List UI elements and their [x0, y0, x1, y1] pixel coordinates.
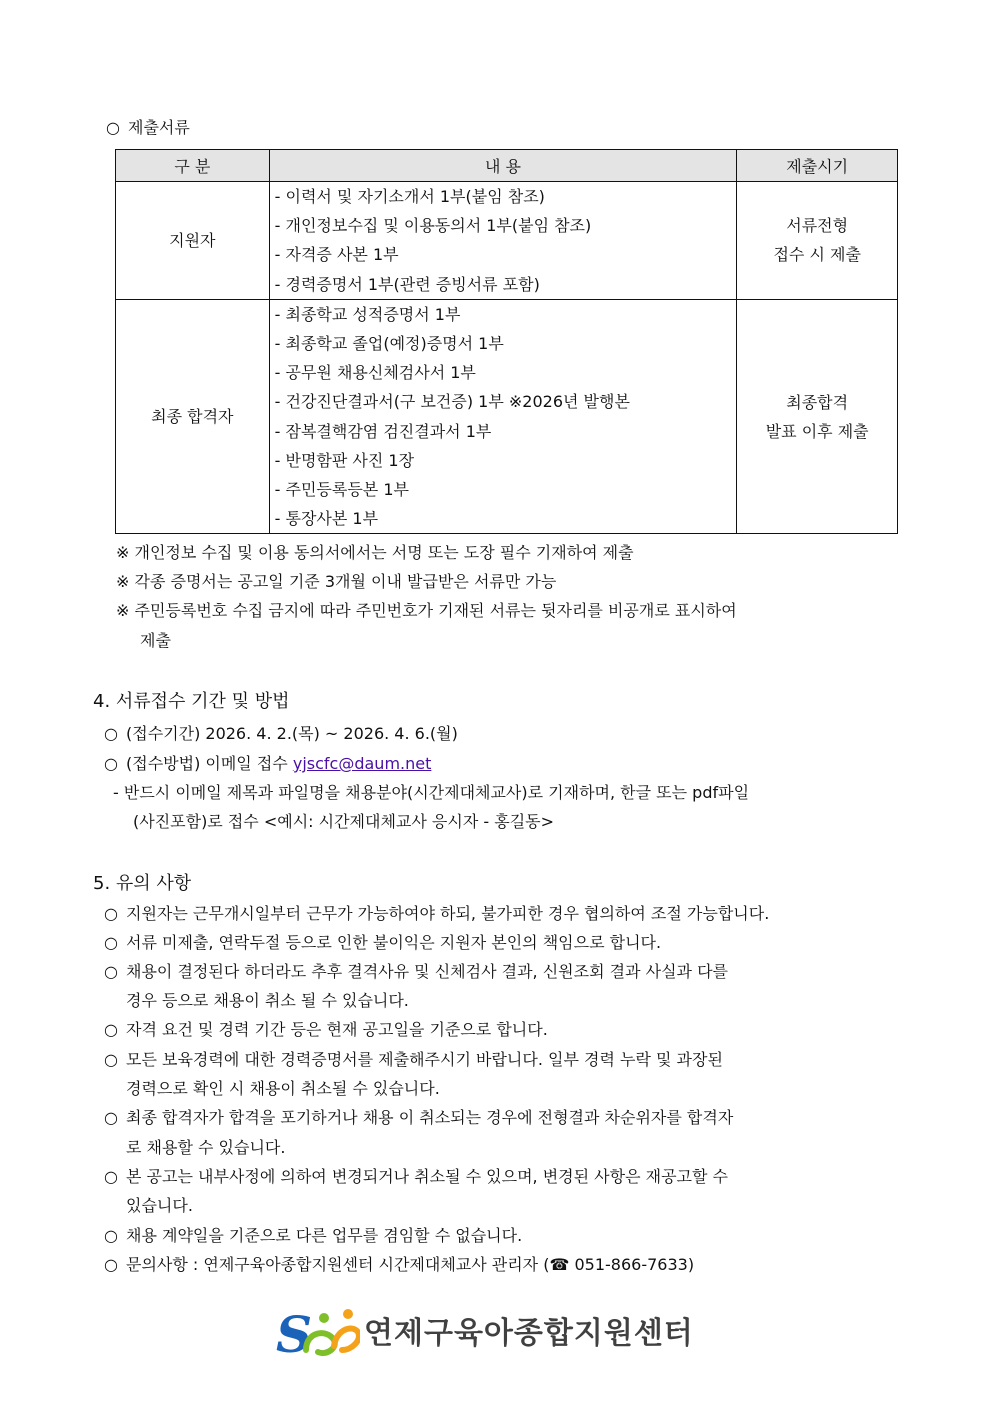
row-items — [269, 182, 737, 300]
documents-table — [115, 149, 898, 534]
circle-bullet-icon: ○ — [104, 1226, 118, 1245]
note-line: 제출 — [140, 631, 171, 650]
circle-bullet-icon: ○ — [104, 1167, 118, 1186]
table-row — [116, 182, 898, 300]
circle-bullet-icon: ○ — [104, 933, 118, 952]
list-item: - 자격증 사본 1부 — [274, 245, 399, 265]
list-item: - 최종학교 성적증명서 1부 — [274, 304, 461, 324]
section5-title: 5. 유의 사항 — [93, 873, 192, 894]
notice-line: 로 채용할 수 있습니다. — [126, 1138, 286, 1157]
notice-line: ○ 문의사항 : 연제구육아종합지원센터 시간제대체교사 관리자 (☎ 051-866-7633) — [104, 1255, 695, 1274]
header-category: 구 분 — [116, 150, 270, 182]
circle-bullet-icon: ○ — [104, 1108, 118, 1127]
list-item: - 공무원 채용신체검사서 1부 — [274, 363, 476, 383]
circle-bullet-icon: ○ — [104, 724, 118, 743]
circle-bullet-icon: ○ — [104, 1050, 118, 1069]
notice-line: ○ 채용이 결정된다 하더라도 추후 결격사유 및 신체검사 결과, 신원조회 결과 사실과 다를 — [104, 962, 728, 981]
circle-bullet-icon: ○ — [104, 1255, 118, 1274]
note-line: ※ 각종 증명서는 공고일 기준 3개월 이내 발급받은 서류만 가능 — [116, 572, 557, 591]
org-logo-icon — [276, 1306, 360, 1362]
notice-line: ○ 모든 보육경력에 대한 경력증명서를 제출해주시기 바랍니다. 일부 경력 누락 및 과장된 — [104, 1050, 723, 1069]
notice-line: ○ 지원자는 근무개시일부터 근무가 가능하여야 하되, 불가피한 경우 협의하여 조절 가능합니다. — [104, 904, 770, 923]
notice-line: ○ 최종 합격자가 합격을 포기하거나 채용 이 취소되는 경우에 전형결과 차순위자를 합격자 — [104, 1108, 734, 1127]
notice-line: 경우 등으로 채용이 취소 될 수 있습니다. — [126, 991, 409, 1010]
method-line: ○ (접수방법) 이메일 접수 yjscfc@daum.net — [104, 754, 432, 773]
section4-title: 4. 서류접수 기간 및 방법 — [93, 691, 290, 712]
row-timing: 서류전형 접수 시 제출 — [737, 182, 898, 300]
row-timing: 최종합격 발표 이후 제출 — [737, 299, 898, 534]
list-item: - 주민등록등본 1부 — [274, 479, 409, 499]
header-content: 내 용 — [269, 150, 737, 182]
list-item: - 경력증명서 1부(관련 증빙서류 포함) — [274, 274, 540, 294]
circle-bullet-icon: ○ — [106, 118, 120, 137]
docs-section-title: ○ 제출서류 — [106, 118, 190, 137]
circle-bullet-icon: ○ — [104, 904, 118, 923]
header-timing: 제출시기 — [737, 150, 898, 182]
list-item: - 건강진단결과서(구 보건증) 1부 ※2026년 발행본 — [274, 392, 630, 412]
note-line: ※ 개인정보 수집 및 이용 동의서에서는 서명 또는 도장 필수 기재하여 제출 — [116, 543, 634, 562]
logo-letter: S — [276, 1306, 313, 1362]
note-line: ※ 주민등록번호 수집 금지에 따라 주민번호가 기재된 서류는 뒷자리를 비공개로 표시하여 — [116, 601, 737, 620]
period-line: ○ (접수기간) 2026. 4. 2.(목) ~ 2026. 4. 6.(월) — [104, 724, 458, 743]
method-note-line: - 반드시 이메일 제목과 파일명을 채용분야(시간제대체교사)로 기재하며, 한글 또는 pdf파일 — [113, 783, 750, 802]
row-category: 지원자 — [116, 182, 270, 300]
notice-line: ○ 자격 요건 및 경력 기간 등은 현재 공고일을 기준으로 합니다. — [104, 1020, 548, 1039]
table-row — [116, 299, 898, 534]
circle-bullet-icon: ○ — [104, 962, 118, 981]
circle-bullet-icon: ○ — [104, 754, 118, 773]
org-logo — [276, 1306, 716, 1362]
row-category: 최종 합격자 — [116, 299, 270, 534]
org-name: 연제구육아종합지원센터 — [364, 1316, 694, 1351]
notice-line: 있습니다. — [126, 1196, 193, 1215]
list-item: - 통장사본 1부 — [274, 509, 379, 529]
list-item: - 개인정보수집 및 이용동의서 1부(붙임 참조) — [274, 216, 592, 236]
method-note-line: (사진포함)로 접수 <예시: 시간제대체교사 응시자 - 홍길동> — [133, 812, 555, 831]
circle-bullet-icon: ○ — [104, 1020, 118, 1039]
notice-line: 경력으로 확인 시 채용이 취소될 수 있습니다. — [126, 1079, 440, 1098]
list-item: - 이력서 및 자기소개서 1부(붙임 참조) — [274, 187, 545, 206]
email-link[interactable]: yjscfc@daum.net — [292, 754, 432, 773]
list-item: - 최종학교 졸업(예정)증명서 1부 — [274, 333, 504, 353]
notice-line: ○ 본 공고는 내부사정에 의하여 변경되거나 취소될 수 있으며, 변경된 사항은 재공고할 수 — [104, 1167, 728, 1186]
table-header-row — [116, 150, 898, 182]
list-item: - 반명함판 사진 1장 — [274, 450, 415, 470]
list-item: - 잠복결핵감염 검진결과서 1부 — [274, 421, 492, 441]
notice-line: ○ 채용 계약일을 기준으로 다른 업무를 겸임할 수 없습니다. — [104, 1226, 523, 1245]
notice-line: ○ 서류 미제출, 연락두절 등으로 인한 불이익은 지원자 본인의 책임으로 합니다. — [104, 933, 662, 952]
row-items — [269, 299, 737, 534]
